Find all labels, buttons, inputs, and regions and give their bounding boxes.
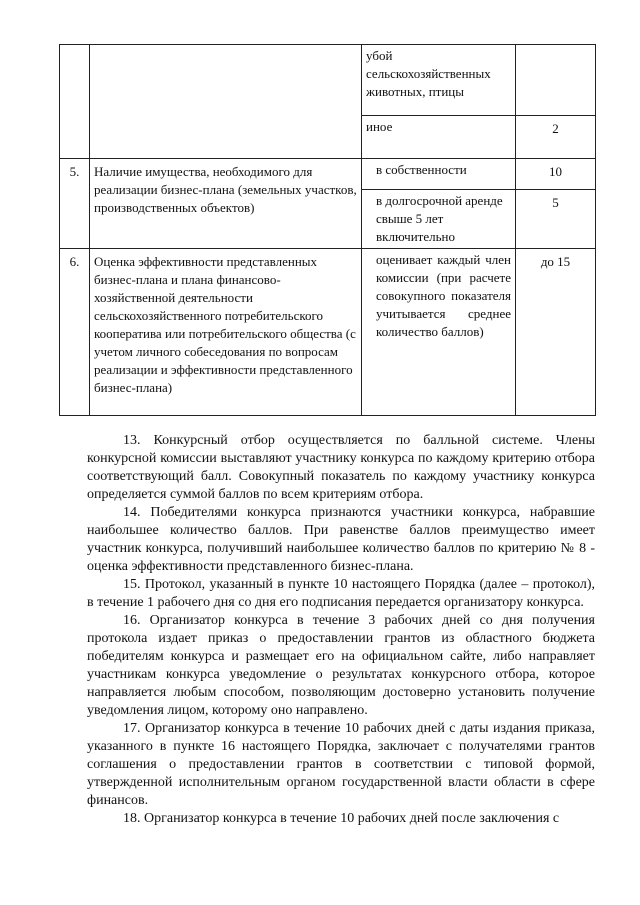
paragraph-14: 14. Победителями конкурса признаются участники конкурса, набравшие наибольшее количество баллов. При равенстве баллов преимущество имеет участник конкурса, получивший наибольшее количество баллов по критерию № 8 - оценка эффективности представленного бизнес-плана. [87, 505, 595, 574]
paragraph-17: 17. Организатор конкурса в течение 10 рабочих дней с даты издания приказа, указанного в пункте 16 настоящего Порядка, заключает с получателями грантов соглашения о предоставлении грантов в соответствии с типовой формой, утвержденной исполнительным органом государственной власти области в сфере финансов. [87, 721, 595, 808]
score-cell [516, 45, 596, 116]
criterion-cell [90, 45, 362, 159]
option-cell: в долгосрочной аренде свыше 5 лет включительно [362, 190, 516, 249]
row-number-cell: 6. [60, 249, 90, 416]
document-body [87, 432, 595, 828]
score-cell: 5 [516, 190, 596, 249]
paragraph-15: 15. Протокол, указанный в пункте 10 настоящего Порядка (далее – протокол), в течение 1 рабочего дня со дня его подписания передается организатору конкурса. [87, 577, 595, 610]
paragraph-16: 16. Организатор конкурса в течение 3 рабочих дней со дня получения протокола издает приказ о предоставлении грантов из областного бюджета победителям конкурса и размещает его на официальном сайте, либо направляет участникам конкурса уведомление о результатах конкурсного отбора, которое направляется любым способом, позволяющим достоверно установить получение уведомления лицом, которому оно направлено. [87, 613, 595, 718]
option-cell: в собственности [362, 159, 516, 190]
option-cell: убой сельскохозяйственных животных, птицы [362, 45, 516, 116]
criterion-cell: Наличие имущества, необходимого для реализации бизнес-плана (земельных участков, производственных объектов) [90, 159, 362, 249]
paragraph-13: 13. Конкурсный отбор осуществляется по балльной системе. Члены конкурсной комиссии выставляют участнику конкурса по каждому критерию отбора соответствующий балл. Совокупный показатель по каждому участнику конкурса определяется суммой баллов по всем критериям отбора. [87, 433, 595, 502]
criterion-cell: Оценка эффективности представленных бизнес-плана и плана финансово-хозяйственной деятельности сельскохозяйственного потребительского кооператива или потребительского общества (с учетом личного собеседования по вопросам реализации и эффективности представленного бизнес-плана) [90, 249, 362, 416]
option-cell: иное [362, 116, 516, 159]
paragraph-18: 18. Организатор конкурса в течение 10 рабочих дней после заключения с [123, 811, 560, 826]
option-cell: оценивает каждый член комиссии (при расчете совокупного показателя учитывается среднее количество баллов) [362, 249, 516, 416]
score-cell: до 15 [516, 249, 596, 416]
score-cell: 2 [516, 116, 596, 159]
table-row [60, 159, 596, 190]
table-row [60, 249, 596, 416]
row-number-cell: 5. [60, 159, 90, 249]
table-row [60, 45, 596, 116]
criteria-table [59, 44, 596, 416]
row-number-cell [60, 45, 90, 159]
score-cell: 10 [516, 159, 596, 190]
